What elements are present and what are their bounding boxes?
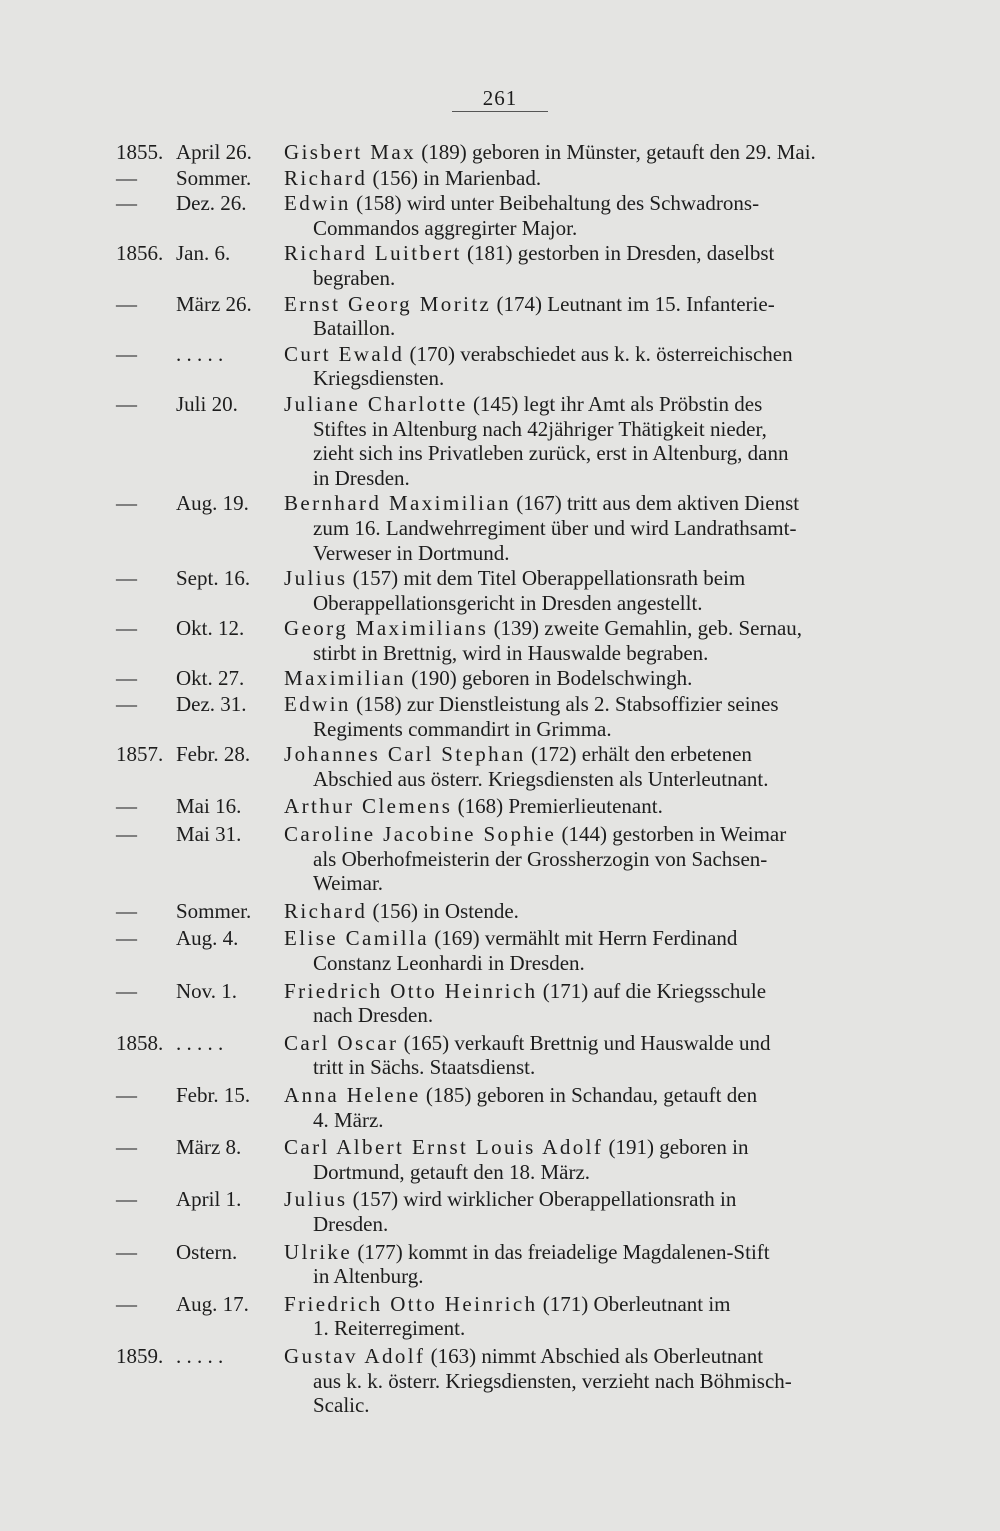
entry-date: Aug. 17.	[176, 1291, 249, 1316]
entry-year: —	[116, 1239, 137, 1264]
entry-first-line	[284, 742, 876, 767]
entry-first-line	[284, 241, 876, 266]
person-name: Richard	[284, 165, 368, 190]
entry-date: Nov. 1.	[176, 978, 238, 1003]
entry-text	[284, 1135, 876, 1184]
entry-first-line	[284, 1240, 876, 1265]
person-name: Carl Albert Ernst Louis Adolf	[284, 1135, 604, 1160]
entry-first-line	[284, 166, 876, 191]
person-name: Julius	[284, 566, 348, 591]
person-name: Julius	[284, 1187, 348, 1212]
chronicle-entry	[116, 822, 876, 896]
person-name: Richard	[284, 898, 368, 923]
entry-year: —	[116, 794, 137, 819]
entry-continuation-line: zum 16. Landwehrregiment über und wird Landrathsamt-	[313, 515, 797, 540]
entry-year: —	[116, 616, 137, 641]
entry-first-line	[284, 191, 876, 216]
entry-text	[284, 140, 876, 165]
person-name: Caroline Jacobine Sophie	[284, 822, 557, 847]
page-number: 261	[482, 86, 518, 110]
person-name: Gustav Adolf	[284, 1343, 426, 1368]
entry-first-line	[284, 692, 876, 717]
entry-year: 1859.	[116, 1343, 164, 1368]
entry-text	[284, 191, 876, 240]
entry-text	[284, 1083, 876, 1132]
entry-description: (170) verabschiedet aus k. k. österreichischen	[404, 341, 793, 366]
entry-year: —	[116, 1135, 137, 1160]
person-name: Bernhard Maximilian	[284, 491, 511, 516]
entry-description: (181) gestorben in Dresden, daselbst	[461, 241, 775, 266]
entry-first-line	[284, 342, 876, 367]
chronicle-entry	[116, 666, 876, 691]
chronicle-entry	[116, 191, 876, 240]
entry-text	[284, 1344, 876, 1418]
entry-year: —	[116, 1187, 137, 1212]
entry-year: —	[116, 666, 137, 691]
entry-continuation-line: als Oberhofmeisterin der Grossherzogin von Sachsen-	[313, 846, 768, 871]
person-name: Curt Ewald	[284, 341, 405, 366]
person-name: Friedrich Otto Heinrich	[284, 978, 538, 1003]
entry-first-line	[284, 1135, 876, 1160]
entry-year: —	[116, 978, 137, 1003]
entry-year: —	[116, 341, 137, 366]
entry-text	[284, 491, 876, 565]
entry-date: Febr. 15.	[176, 1082, 251, 1107]
entry-description: (171) Oberleutnant im	[537, 1291, 731, 1316]
person-name: Arthur Clemens	[284, 794, 453, 819]
entry-description: (139) zweite Gemahlin, geb. Sernau,	[488, 616, 803, 641]
person-name: Edwin	[284, 191, 351, 216]
entry-text	[284, 822, 876, 896]
entry-text	[284, 926, 876, 975]
entry-continuation-line: Oberappellationsgericht in Dresden angestellt.	[313, 590, 703, 615]
entry-date: Juli 20.	[176, 391, 238, 416]
entry-description: (168) Premierlieutenant.	[452, 794, 663, 819]
chronicle-entry	[116, 1083, 876, 1132]
entry-year: —	[116, 1291, 137, 1316]
entry-continuation-line: aus k. k. österr. Kriegsdiensten, verzieht nach Böhmisch-	[313, 1368, 792, 1393]
entry-text	[284, 692, 876, 741]
entry-continuation-line: 4. März.	[313, 1107, 384, 1132]
entry-first-line	[284, 616, 876, 641]
person-name: Edwin	[284, 692, 351, 717]
entry-first-line	[284, 1344, 876, 1369]
chronicle-entry	[116, 1187, 876, 1236]
chronicle-entry	[116, 1344, 876, 1418]
chronicle-entry	[116, 616, 876, 665]
person-name: Carl Oscar	[284, 1030, 399, 1055]
person-name: Ulrike	[284, 1239, 353, 1264]
person-name: Richard Luitbert	[284, 241, 462, 266]
person-name: Elise Camilla	[284, 926, 429, 951]
entry-description: (158) zur Dienstleistung als 2. Stabsoffizier seines	[350, 692, 779, 717]
entry-description: (174) Leutnant im 15. Infanterie-	[491, 291, 775, 316]
entry-year: —	[116, 1082, 137, 1107]
chronicle-entry	[116, 491, 876, 565]
entry-description: (165) verkauft Brettnig und Hauswalde und	[398, 1030, 771, 1055]
entry-continuation-line: begraben.	[313, 265, 396, 290]
entry-first-line	[284, 140, 876, 165]
entry-first-line	[284, 899, 876, 924]
entry-description: (156) in Ostende.	[367, 898, 519, 923]
entry-first-line	[284, 979, 876, 1004]
entry-text	[284, 666, 876, 691]
entry-description: (158) wird unter Beibehaltung des Schwadrons-	[350, 191, 760, 216]
person-name: Maximilian	[284, 666, 406, 691]
entry-first-line	[284, 666, 876, 691]
entry-description: (163) nimmt Abschied als Oberleutnant	[425, 1343, 764, 1368]
entry-text	[284, 979, 876, 1028]
entry-description: (144) gestorben in Weimar	[556, 822, 787, 847]
entry-continuation-line: Bataillon.	[313, 316, 396, 341]
chronicle-entry	[116, 692, 876, 741]
entry-date: März 8.	[176, 1135, 242, 1160]
entry-year: 1856.	[116, 241, 164, 266]
entry-continuation-line: in Dresden.	[313, 465, 410, 490]
entry-text	[284, 1031, 876, 1080]
chronicle-entry	[116, 1135, 876, 1184]
entry-first-line	[284, 1083, 876, 1108]
entry-text	[284, 566, 876, 615]
entry-year: —	[116, 491, 137, 516]
entry-year: —	[116, 165, 137, 190]
entry-date: April 1.	[176, 1187, 242, 1212]
entry-text	[284, 342, 876, 391]
entry-date: Aug. 19.	[176, 491, 249, 516]
entry-description: (145) legt ihr Amt als Pröbstin des	[467, 391, 763, 416]
entry-year: 1855.	[116, 140, 164, 164]
entry-description: (172) erhält den erbetenen	[525, 742, 752, 767]
entry-description: (177) kommt in das freiadelige Magdalenen-Stift	[352, 1239, 770, 1264]
entry-continuation-line: stirbt in Brettnig, wird in Hauswalde begraben.	[313, 640, 709, 665]
chronicle-entry	[116, 794, 876, 819]
entry-first-line	[284, 1187, 876, 1212]
entry-year: —	[116, 566, 137, 591]
entry-date: Sommer.	[176, 165, 252, 190]
entry-date: Sept. 16.	[176, 566, 251, 591]
entry-continuation-line: 1. Reiterregiment.	[313, 1316, 466, 1341]
entry-date: Febr. 28.	[176, 742, 251, 767]
chronicle-entry	[116, 342, 876, 391]
entry-date: Jan. 6.	[176, 241, 231, 266]
entry-continuation-line: Commandos aggregirter Major.	[313, 215, 578, 240]
entry-description: (171) auf die Kriegsschule	[537, 978, 767, 1003]
entry-date: Dez. 31.	[176, 692, 247, 717]
chronicle-entry	[116, 292, 876, 341]
chronicle-entry	[116, 899, 876, 924]
entry-year: —	[116, 391, 137, 416]
entry-date: . . . . .	[176, 1343, 224, 1368]
entry-first-line	[284, 926, 876, 951]
person-name: Anna Helene	[284, 1082, 421, 1107]
entry-description: (157) mit dem Titel Oberappellationsrath beim	[347, 566, 746, 591]
chronicle-entries	[116, 140, 876, 1421]
entry-continuation-line: Dresden.	[313, 1211, 389, 1236]
entry-description: (167) tritt aus dem aktiven Dienst	[510, 491, 800, 516]
entry-date: Aug. 4.	[176, 926, 239, 951]
entry-continuation-line: Verweser in Dortmund.	[313, 540, 510, 565]
chronicle-entry	[116, 566, 876, 615]
entry-first-line	[284, 491, 876, 516]
entry-description: (191) geboren in	[603, 1135, 749, 1160]
chronicle-entry	[116, 1240, 876, 1289]
entry-continuation-line: nach Dresden.	[313, 1003, 434, 1028]
entry-text	[284, 899, 876, 924]
entry-continuation-line: Scalic.	[313, 1393, 370, 1418]
entry-continuation-line: Abschied aus österr. Kriegsdiensten als Unterleutnant.	[313, 766, 769, 791]
entry-text	[284, 616, 876, 665]
entry-date: Mai 31.	[176, 822, 242, 847]
entry-description: (190) geboren in Bodelschwingh.	[406, 666, 693, 691]
chronicle-entry	[116, 140, 876, 165]
entry-text	[284, 392, 876, 490]
entry-first-line	[284, 392, 876, 417]
entry-text	[284, 742, 876, 791]
entry-continuation-line: Dortmund, getauft den 18. März.	[313, 1159, 591, 1184]
entry-date: Ostern.	[176, 1239, 238, 1264]
entry-date: Sommer.	[176, 898, 252, 923]
entry-first-line	[284, 794, 876, 819]
entry-date: Okt. 12.	[176, 616, 245, 641]
entry-date: . . . . .	[176, 1030, 224, 1055]
entry-first-line	[284, 822, 876, 847]
entry-year: 1858.	[116, 1030, 164, 1055]
entry-description: (156) in Marienbad.	[367, 165, 542, 190]
entry-continuation-line: Regiments commandirt in Grimma.	[313, 716, 612, 741]
entry-date: Okt. 27.	[176, 666, 245, 691]
chronicle-entry	[116, 1031, 876, 1080]
entry-date: . . . . .	[176, 341, 224, 366]
person-name: Friedrich Otto Heinrich	[284, 1291, 538, 1316]
entry-continuation-line: Stiftes in Altenburg nach 42jähriger Thätigkeit nieder,	[313, 416, 767, 441]
chronicle-entry	[116, 392, 876, 490]
entry-description: (189) geboren in Münster, getauft den 29. Mai.	[415, 140, 816, 164]
entry-text	[284, 794, 876, 819]
entry-year: —	[116, 692, 137, 717]
entry-year: —	[116, 822, 137, 847]
entry-continuation-line: in Altenburg.	[313, 1264, 424, 1289]
entry-year: 1857.	[116, 742, 164, 767]
entry-date: Mai 16.	[176, 794, 242, 819]
entry-year: —	[116, 926, 137, 951]
entry-continuation-line: zieht sich ins Privatleben zurück, erst in Altenburg, dann	[313, 441, 789, 466]
entry-date: März 26.	[176, 291, 252, 316]
entry-first-line	[284, 292, 876, 317]
entry-description: (157) wird wirklicher Oberappellationsrath in	[347, 1187, 737, 1212]
person-name: Ernst Georg Moritz	[284, 291, 492, 316]
page-number-rule	[452, 111, 548, 112]
entry-text	[284, 1240, 876, 1289]
entry-description: (185) geboren in Schandau, getauft den	[420, 1082, 758, 1107]
entry-date: Dez. 26.	[176, 191, 247, 216]
entry-first-line	[284, 566, 876, 591]
chronicle-entry	[116, 742, 876, 791]
entry-text	[284, 1187, 876, 1236]
entry-date: April 26.	[176, 140, 252, 164]
entry-year: —	[116, 191, 137, 216]
chronicle-entry	[116, 1292, 876, 1341]
entry-continuation-line: Constanz Leonhardi in Dresden.	[313, 951, 585, 975]
entry-text	[284, 241, 876, 290]
entry-text	[284, 166, 876, 191]
person-name: Georg Maximilians	[284, 616, 489, 641]
chronicle-entry	[116, 979, 876, 1028]
entry-year: —	[116, 291, 137, 316]
chronicle-entry	[116, 241, 876, 290]
person-name: Johannes Carl Stephan	[284, 742, 526, 767]
person-name: Gisbert Max	[284, 140, 416, 164]
entry-continuation-line: tritt in Sächs. Staatsdienst.	[313, 1055, 536, 1080]
chronicle-entry	[116, 926, 876, 975]
entry-year: —	[116, 898, 137, 923]
entry-text	[284, 292, 876, 341]
entry-continuation-line: Weimar.	[313, 871, 384, 896]
chronicle-entry	[116, 166, 876, 191]
entry-continuation-line: Kriegsdiensten.	[313, 366, 445, 391]
person-name: Juliane Charlotte	[284, 391, 468, 416]
entry-first-line	[284, 1031, 876, 1056]
entry-first-line	[284, 1292, 876, 1317]
entry-text	[284, 1292, 876, 1341]
entry-description: (169) vermählt mit Herrn Ferdinand	[428, 926, 738, 951]
